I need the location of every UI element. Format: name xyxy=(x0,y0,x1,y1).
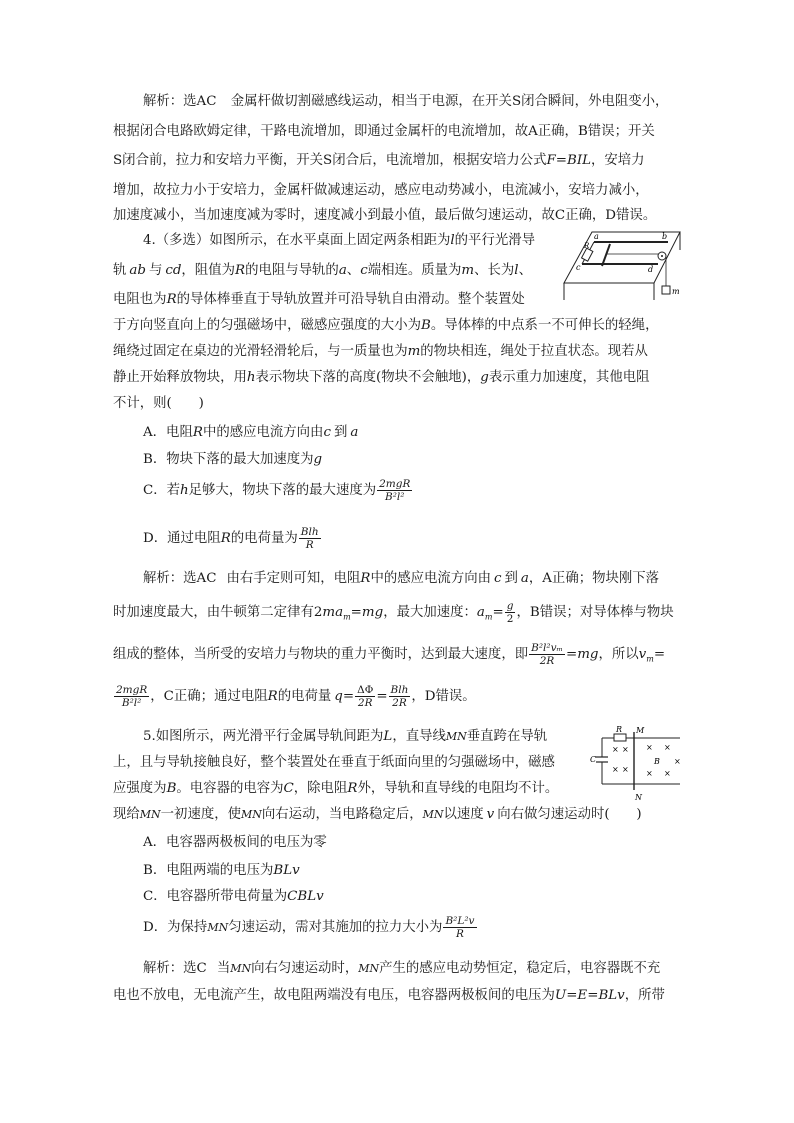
q4-option-a: A．电阻R中的感应电流方向由c 到 a xyxy=(143,425,359,440)
fraction: $\frac{\text{2mgR}}{\text{B²l²}}$ xyxy=(379,478,411,503)
field-cross: × xyxy=(612,765,619,774)
fraction: $\frac{\text{Blh}}{R}$ xyxy=(300,526,319,551)
field-cross: × xyxy=(622,745,629,754)
sol5-line-2: 电也不放电，无电流产生，故电阻两端没有电压，电容器两极板间的电压为U=E=BLv，所带 xyxy=(113,988,665,1003)
q5-line-1: 5.如图所示，两光滑平行金属导轨间距为L，直导线MN垂直跨在导轨 xyxy=(143,729,548,744)
q5-option-a: A．电容器两极板间的电压为零 xyxy=(143,835,327,850)
label-R: R xyxy=(584,242,590,250)
q4-line-1: 4.（多选）如图所示，在水平桌面上固定两条相距为l的平行光滑导 xyxy=(143,233,536,248)
label-R: R xyxy=(616,725,623,734)
sol4-line-2: 时加速度最大，由牛顿第二定律有$2ma_m=mg$，最大加速度：$a_m=$ $\frac{g}{2}$ ，B错误；对导体棒与物块 xyxy=(113,600,674,625)
q5-line-4: 现给MN一初速度，使MN向右运动，当电路稳定后，MN以速度 v 向右做匀速运动时( ) xyxy=(113,807,642,822)
field-cross: × xyxy=(646,743,653,752)
sol4-line-3: 组成的整体，当所受的安培力与物块的重力平衡时，达到最大速度，即 $\frac{\text{B²l²vₘ}}{2R}$ =mg，所以$v_m=$ xyxy=(113,642,666,667)
sol3-line-5: 加速度减小，当加速度减为零时，速度减小到最小值，最后做匀速运动，故C正确，D错误。 xyxy=(113,208,657,223)
field-cross: × xyxy=(622,765,629,774)
label-c: c xyxy=(576,263,581,272)
label-d: d xyxy=(648,265,654,274)
label-N: N xyxy=(635,793,642,802)
fraction: $\frac{\text{Blh}}{2R}$ xyxy=(390,684,409,709)
q4-line-5: 绳绕过固定在桌边的光滑轻滑轮后，与一质量也为m的物块相连，绳处于拉直状态。现若从 xyxy=(113,344,648,359)
q5-circuit-diagram xyxy=(590,724,682,802)
label-C: C xyxy=(590,755,597,764)
q4-rail-diagram xyxy=(560,228,684,308)
label-m: m xyxy=(672,287,680,296)
q4-option-d: D．通过电阻R的电荷量为 $\frac{\text{Blh}}{R}$ xyxy=(143,526,319,551)
fraction: $\frac{g}{2}$ xyxy=(506,600,514,625)
field-cross: × xyxy=(612,745,619,754)
sol4-line-4: $\frac{\text{2mgR}}{\text{B²l²}}$ ，C正确；通过电阻R的电荷量 q= $\frac{\Delta\Phi}{2R}$ = $\frac{\text{Blh}}{2R}$ ，D错误。 xyxy=(116,684,476,709)
field-cross: × xyxy=(664,743,671,752)
sol3-line-2: 根据闭合电路欧姆定律，干路电流增加，即通过金属杆的电流增加，故A正确，B错误；开关 xyxy=(113,124,655,139)
q4-line-6: 静止开始释放物块，用h表示物块下落的高度(物块不会触地)，g表示重力加速度，其他电阻 xyxy=(113,370,650,385)
field-cross: × xyxy=(674,757,681,766)
sol3-line-3: S闭合前，拉力和安培力平衡，开关S闭合后，电流增加，根据安培力公式F=BIL，安培力 xyxy=(113,153,645,168)
sol4-line-1: 解析：选AC 由右手定则可知，电阻R中的感应电流方向由 c 到 a，A正确；物块刚下落 xyxy=(143,571,660,586)
fraction: $\frac{\Delta\Phi}{2R}$ xyxy=(357,684,374,709)
fraction: $\frac{\text{B²l²vₘ}}{2R}$ xyxy=(531,642,563,667)
field-cross: × xyxy=(646,769,653,778)
label-M: M xyxy=(636,726,645,735)
q5-line-3: 应强度为B。电容器的电容为C，除电阻R外，导轨和直导线的电阻均不计。 xyxy=(113,781,559,796)
sol3-line-1: 解析：选AC 金属杆做切割磁感线运动，相当于电源，在开关S闭合瞬间，外电阻变小， xyxy=(143,94,669,109)
magnetic-field-crosses xyxy=(612,743,681,778)
q4-line-2: 轨 ab 与 cd，阻值为R的电阻与导轨的a、c端相连。质量为m、长为l、 xyxy=(113,263,532,278)
fraction: $\frac{\text{2mgR}}{\text{B²l²}}$ xyxy=(116,684,148,709)
q4-line-7: 不计，则( ) xyxy=(113,396,204,411)
q4-line-4: 于方向竖直向上的匀强磁场中，磁感应强度的大小为B。导体棒的中点系一不可伸长的轻绳， xyxy=(113,318,659,333)
q5-option-b: B．电阻两端的电压为BLv xyxy=(143,863,300,878)
q4-line-3: 电阻也为R的导体棒垂直于导轨放置并可沿导轨自由滑动。整个装置处 xyxy=(113,292,525,307)
sol5-line-1: 解析：选C 当MN向右匀速运动时，MN产生的感应电动势恒定，稳定后，电容器既不充 xyxy=(143,961,661,976)
sol4-label: 解析：选AC xyxy=(143,571,217,586)
fraction: $\frac{\text{B²L²v}}{R}$ xyxy=(445,915,475,940)
q5-option-c: C．电容器所带电荷量为CBLv xyxy=(143,889,324,904)
field-cross: × xyxy=(664,769,671,778)
label-b: b xyxy=(662,232,668,241)
q5-line-2: 上，且与导轨接触良好，整个装置处在垂直于纸面向里的匀强磁场中，磁感 xyxy=(113,755,555,770)
q4-option-c: C．若h足够大，物块下落的最大速度为 $\frac{\text{2mgR}}{\text{B²l²}}$ xyxy=(143,478,411,503)
sol5-label: 解析：选C xyxy=(143,961,207,976)
q5-option-d: D．为保持MN匀速运动，需对其施加的拉力大小为 $\frac{\text{B²L²v}}{R}$ xyxy=(143,915,475,940)
q4-option-b: B．物块下落的最大加速度为g xyxy=(143,452,323,467)
label-B: B xyxy=(654,757,660,766)
sol3-line-4: 增加，故拉力小于安培力，金属杆做减速运动，感应电动势减小，电流减小，安培力减小， xyxy=(113,183,649,198)
sol3-label: 解析：选AC xyxy=(143,94,217,109)
label-a: a xyxy=(594,232,599,241)
